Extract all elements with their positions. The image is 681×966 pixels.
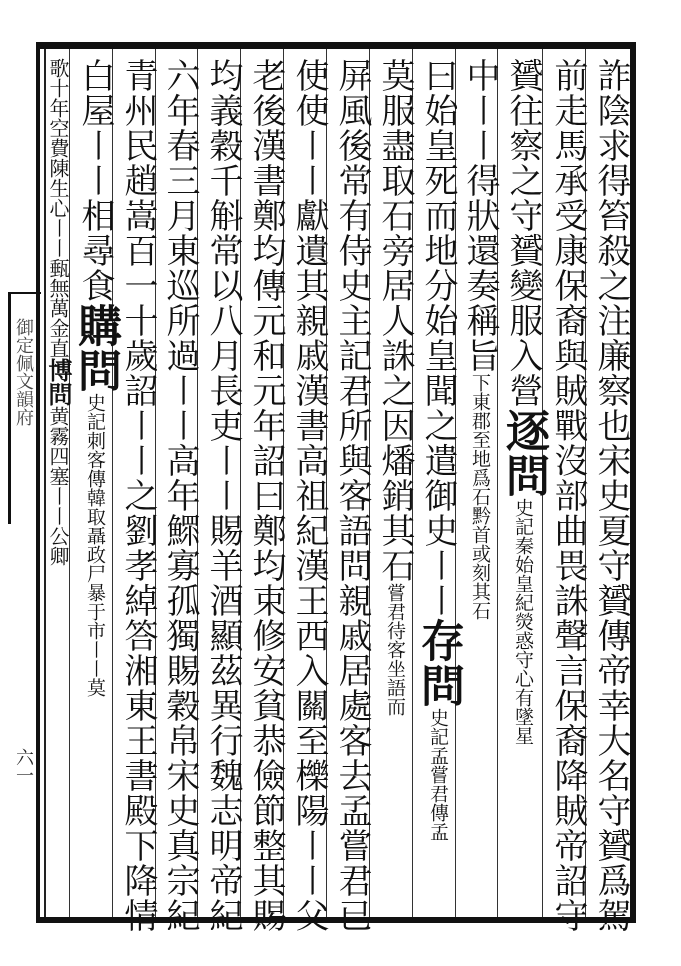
- column-text: 贇往察之守贇變服入營: [503, 58, 543, 408]
- text-column-7: [331, 58, 373, 933]
- text-column-5: [413, 58, 464, 913]
- note-text: 黄霧四塞〡〡公卿: [46, 406, 70, 566]
- column-text: 屏風後常有侍史主記君所與客語問親戚居處客去孟嘗君已: [332, 58, 372, 933]
- text-column-3: [498, 58, 549, 913]
- note-text: 史記秦始皇紀熒惑守心有墜星: [512, 498, 534, 745]
- heading-bo-wen: 博問: [44, 358, 73, 406]
- column-text: 歌十年空費陳生心〡〡甀無萬金直: [46, 58, 70, 358]
- text-column-1: [590, 58, 632, 933]
- column-text: 曰始皇死而地分始皇聞之遣御史〡〡: [418, 58, 458, 618]
- text-column-2: [547, 58, 589, 933]
- column-text: 青州民趙嵩百一十歲詔〡〡之劉孝綽答湘東王書殿下降情: [118, 58, 158, 933]
- column-text: 中〡〡得狀還奏稱旨: [460, 58, 500, 373]
- note-text: 下東郡至地爲石黔首或刻其石: [469, 373, 491, 620]
- note-text: 史記孟嘗君傳孟: [427, 708, 449, 841]
- column-text: 詐陰求得笞殺之注廉察也宋史夏守贇傳帝幸大名守贇爲駕: [591, 58, 631, 933]
- heading-gou-wen: 購問: [70, 303, 121, 393]
- column-text: 白屋〡〡相尋食: [75, 58, 115, 303]
- top-border: [38, 42, 636, 49]
- text-column-11: [159, 58, 201, 933]
- column-text: 莫服盡取石旁居人誅之因燔銷其石: [375, 58, 415, 583]
- text-column-10: [202, 58, 244, 933]
- text-column-8: [288, 58, 330, 933]
- margin-title: 御定佩文韻府: [13, 318, 34, 426]
- heading-cun-wen: 存問: [413, 618, 464, 708]
- text-column-16: [44, 58, 73, 913]
- text-column-13: [70, 58, 121, 913]
- column-text: 老後漢書鄭均傳元和元年詔曰鄭均束修安貧恭儉節整其賜: [246, 58, 286, 933]
- text-column-4: [459, 58, 501, 913]
- text-column-9: [245, 58, 287, 933]
- column-text: 使使〡〡獻遺其親戚漢書高祖紀漢王西入關至櫟陽〡〡父: [289, 58, 329, 933]
- text-column-12: [117, 58, 159, 933]
- page-number: 六一: [13, 748, 34, 784]
- column-text: 六年春三月東巡所過〡〡高年鰥寡孤獨賜穀帛宋史真宗紀: [160, 58, 200, 933]
- column-text: 前走馬承受康保裔與賊戰沒部曲畏誅聲言保裔降賊帝詔守: [548, 58, 588, 933]
- column-text: 均義穀千斛常以八月長吏〡〡賜羊酒顯茲異行魏志明帝紀: [203, 58, 243, 933]
- note-text: 史記刺客傳韓取聶政尸暴于市〡〡莫: [84, 393, 106, 697]
- heading-zhu-wen: 逐問: [498, 408, 549, 498]
- note-text: 嘗君待客坐語而: [384, 583, 406, 716]
- text-column-6: [374, 58, 416, 913]
